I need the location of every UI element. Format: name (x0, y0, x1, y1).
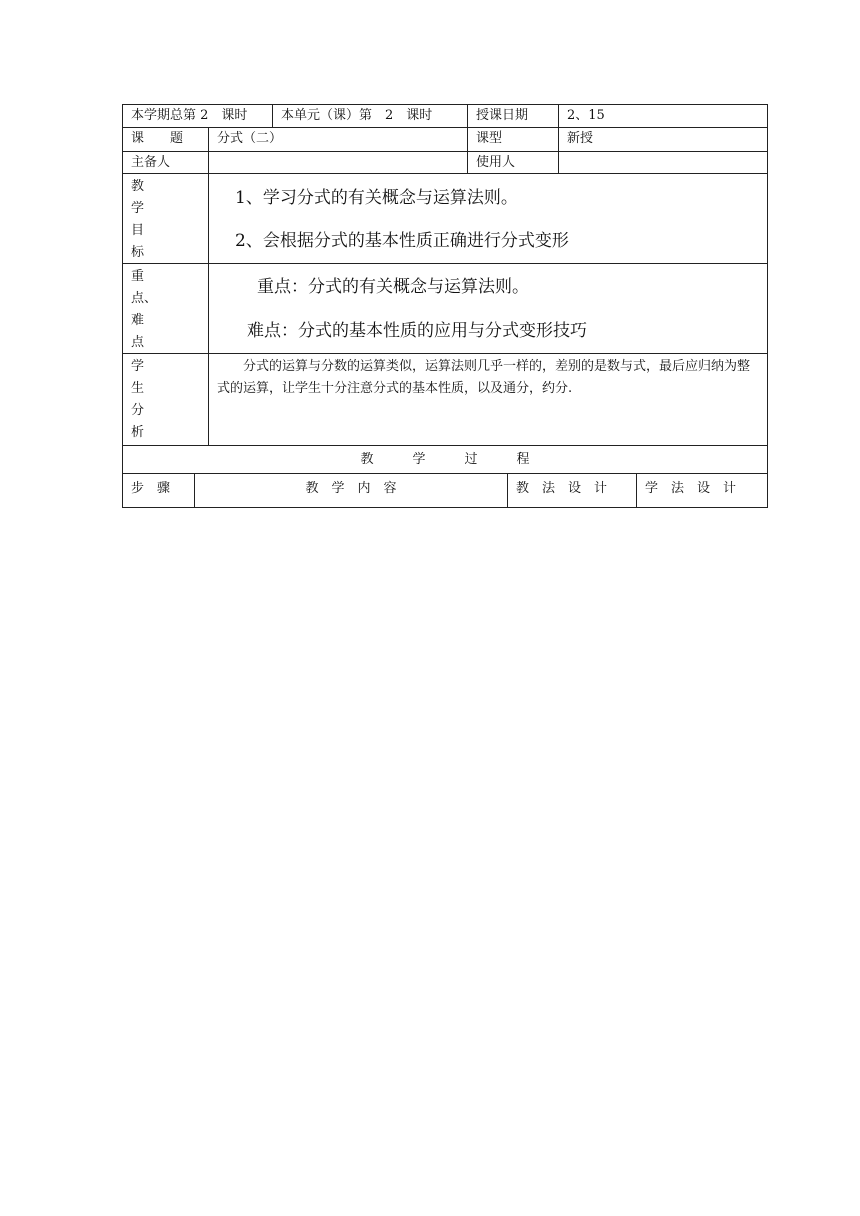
key-points-label (123, 264, 209, 353)
column-header-learning-method: 学 法 设 计 (645, 481, 737, 496)
difficulty-text: 难点：分式的基本性质的应用与分式变形技巧 (247, 321, 587, 341)
unit-lesson-cell: 本单元（课）第 2 课时 (273, 105, 468, 127)
process-title: 教 学 过 程 (360, 452, 530, 467)
preparer-label: 主备人 (123, 152, 209, 173)
user-label: 使用人 (468, 152, 559, 173)
analysis-label-char: 学 (131, 359, 145, 374)
lesson-type-value: 新授 (567, 131, 594, 146)
objectives-label-char: 目 (131, 223, 145, 238)
analysis-label-char: 生 (131, 381, 145, 396)
key-points-row (122, 264, 768, 354)
process-columns-row (122, 474, 768, 508)
objective-item: 2、会根据分式的基本性质正确进行分式变形 (235, 231, 569, 251)
user-value (559, 152, 767, 173)
date-label: 授课日期 (468, 105, 559, 127)
preparer-value (209, 152, 468, 173)
topic-value: 分式（二） (209, 128, 468, 151)
objectives-row (122, 174, 768, 264)
date-value: 2、15 (567, 108, 605, 123)
objectives-content (209, 174, 767, 263)
analysis-text: 分式的运算与分数的运算类似，运算法则几乎一样的，差别的是数与式，最后应归纳为整式的运算，让学生十分注意分式的基本性质，以及通分，约分. (217, 359, 751, 396)
column-header-teaching-method: 教 法 设 计 (508, 474, 637, 507)
analysis-label-char: 分 (131, 403, 145, 418)
key-point-text: 重点：分式的有关概念与运算法则。 (257, 277, 529, 297)
analysis-label-char: 析 (131, 425, 145, 440)
key-points-label-char: 点 (131, 335, 145, 350)
people-row (122, 152, 768, 174)
key-points-content (209, 264, 767, 353)
objectives-label (123, 174, 209, 263)
analysis-row (122, 354, 768, 446)
topic-label: 课 题 (123, 128, 209, 151)
objectives-label-char: 学 (131, 201, 145, 216)
objectives-label-char: 教 (131, 179, 145, 194)
column-header-content: 教 学 内 容 (195, 474, 508, 507)
key-points-label-char: 重 (131, 269, 145, 284)
total-lesson-cell: 本学期总第 2 课时 (123, 105, 273, 127)
process-title-row (122, 446, 768, 474)
objectives-label-char: 标 (131, 245, 145, 260)
lesson-plan-table (122, 104, 768, 508)
analysis-label (123, 354, 209, 445)
header-row (122, 104, 768, 128)
topic-row (122, 128, 768, 152)
objective-item: 1、学习分式的有关概念与运算法则。 (235, 188, 518, 208)
key-points-label-char: 点、 (131, 291, 158, 306)
column-header-steps: 步 骤 (123, 474, 195, 507)
key-points-label-char: 难 (131, 313, 145, 328)
lesson-type-label: 课型 (468, 128, 559, 151)
